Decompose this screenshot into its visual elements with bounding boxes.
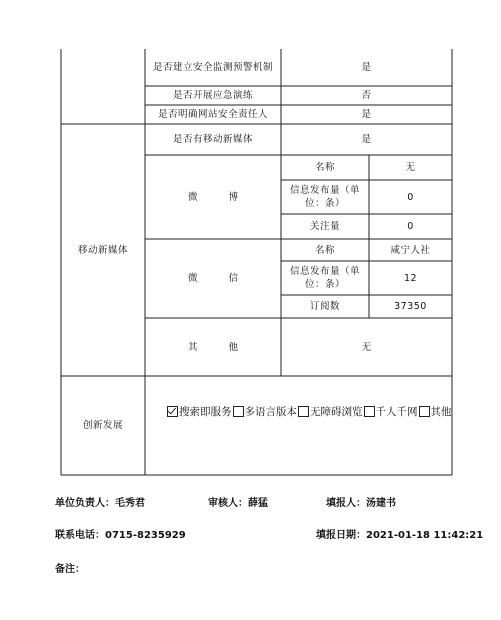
monitor-question: 是否建立安全监测预警机制: [152, 62, 273, 73]
checkbox-accessibility[interactable]: [298, 406, 309, 417]
wechat-posts-label: 信息发布量（单位：条）: [289, 266, 360, 290]
drill-answer: 否: [361, 90, 372, 101]
wechat-subs-label: 订阅数: [309, 301, 340, 312]
owner-answer: 是: [361, 109, 372, 120]
contact-phone: 联系电话：0715-8235929: [55, 530, 186, 541]
checkbox-search-service[interactable]: [167, 406, 178, 417]
weibo-follow-label: 关注量: [309, 221, 340, 232]
weibo-posts-label: 信息发布量（单位：条）: [289, 185, 360, 209]
innovation-options: [166, 404, 452, 419]
weibo-follow-value: 0: [407, 221, 414, 232]
wechat-subs-value: 37350: [394, 301, 427, 312]
remark: 备注：: [55, 564, 85, 575]
fill-date: 填报日期：2021-01-18 11:42:21: [316, 530, 484, 541]
monitor-answer: 是: [361, 62, 372, 73]
option-label: 其他: [430, 406, 452, 418]
option-label: 千人千网: [375, 406, 418, 418]
other-media-label: 其 他: [187, 341, 253, 353]
drill-question: 是否开展应急演练: [172, 90, 253, 101]
wechat-name-label: 名称: [314, 244, 335, 256]
option-label: 多语言版本: [244, 406, 297, 418]
checkbox-personalized[interactable]: [364, 406, 375, 417]
option-label: 无障碍浏览: [310, 406, 363, 418]
weibo-label: 微 博: [187, 191, 253, 203]
wechat-posts-value: 12: [403, 272, 418, 284]
weibo-name-label: 名称: [314, 162, 335, 173]
other-media-value: 无: [361, 341, 372, 353]
innovation-label: 创新发展: [82, 420, 123, 431]
wechat-label: 微 信: [187, 273, 253, 284]
has-media-question: 是否有移动新媒体: [172, 134, 253, 145]
owner-question: 是否明确网站安全责任人: [157, 109, 268, 120]
has-media-answer: 是: [361, 134, 372, 145]
wechat-name-value: 咸宁人社: [390, 244, 431, 256]
option-label: 搜索即服务: [179, 406, 232, 418]
weibo-posts-value: 0: [407, 191, 414, 203]
unit-head: 单位负责人：毛秀君: [55, 498, 145, 509]
weibo-name-value: 无: [405, 162, 416, 173]
media-section-label: 移动新媒体: [77, 244, 128, 256]
filler: 填报人：汤建书: [326, 498, 396, 509]
checkbox-other[interactable]: [419, 406, 430, 417]
checkbox-multilanguage[interactable]: [233, 406, 244, 417]
reviewer: 审核人：薛猛: [208, 498, 268, 509]
